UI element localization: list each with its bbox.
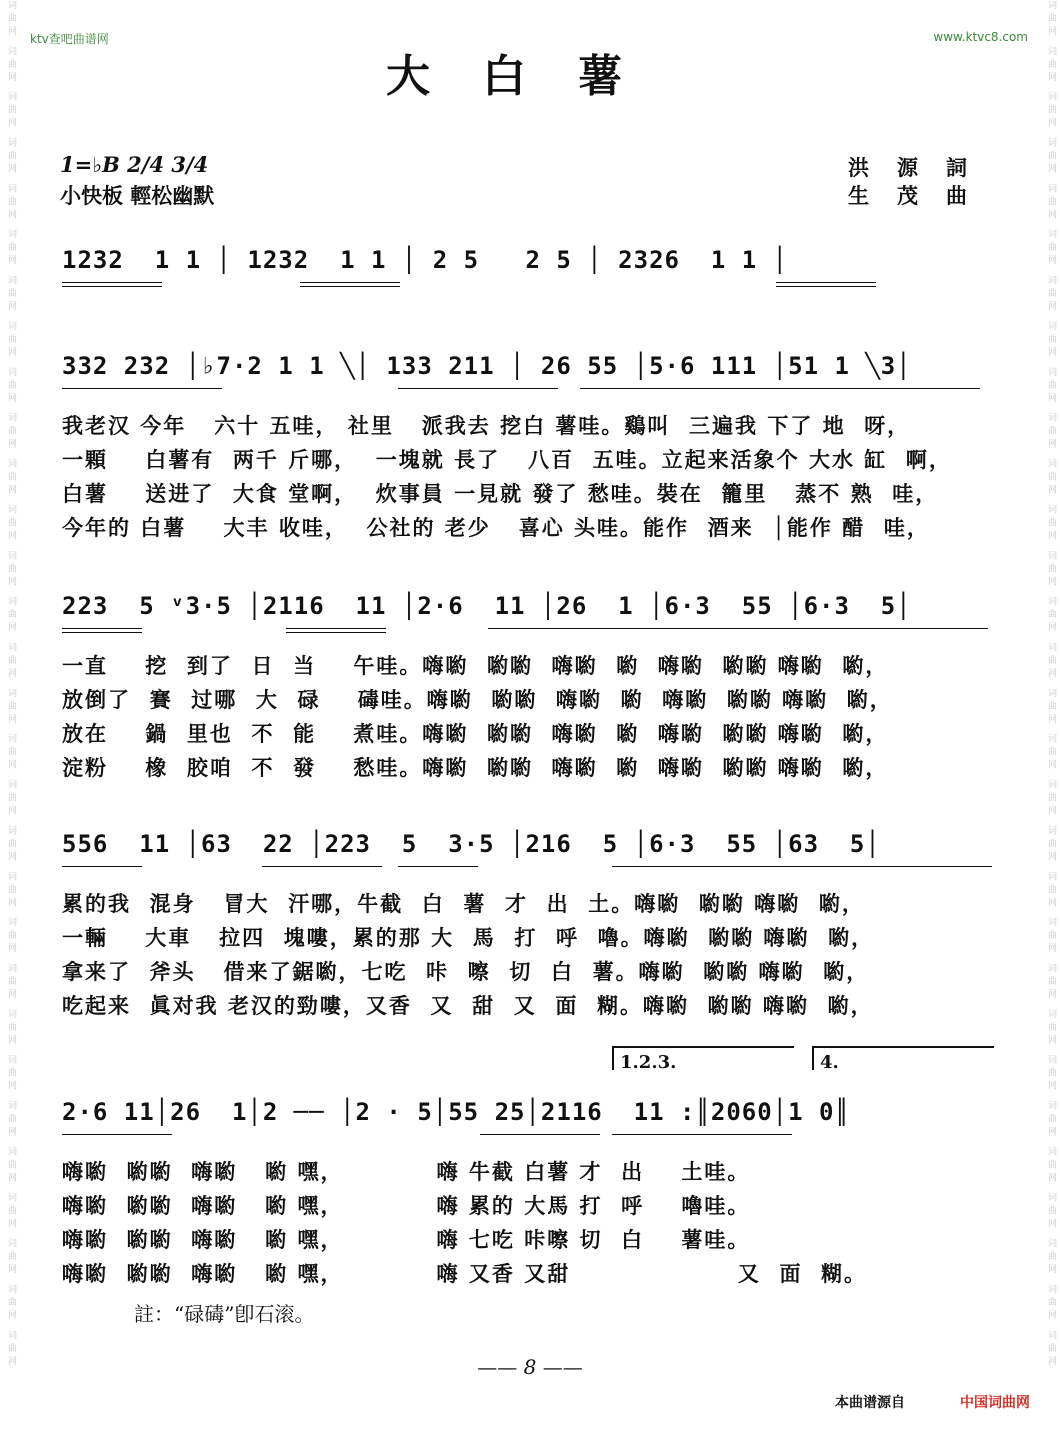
side-watermark-right: 词曲网 词曲网 词曲网 词曲网 词曲网 词曲网 词曲网 词曲网 词曲网 词曲网 词曲网 词曲网 词曲网 词曲网 词曲网 词曲网 词曲网 词曲网 词曲网 词曲网 词曲网 词曲网 词曲网 词曲网 词曲网 词曲网 词曲网 词曲网 词曲网 词曲网 [1046, 0, 1056, 1369]
lyric-row-5-verse-1: 嗨喲 喲喲 嗨喲 喲 嘿， 嗨 牛截 白薯 才 出 土哇。 [62, 1159, 751, 1184]
side-watermark-left: 词曲网 词曲网 词曲网 词曲网 词曲网 词曲网 词曲网 词曲网 词曲网 词曲网 词曲网 词曲网 词曲网 词曲网 词曲网 词曲网 词曲网 词曲网 词曲网 词曲网 词曲网 词曲网 词曲网 词曲网 词曲网 词曲网 词曲网 词曲网 词曲网 词曲网 [6, 0, 16, 1369]
key-signature: 1=♭B 2/4 3/4 [60, 152, 209, 177]
notation-row-2: 332 232 │♭7·2 1 1 ╲│ 133 211 │ 26 55 │5·6 111 │51 1 ╲3│ [62, 352, 912, 380]
volta-first-ending: 1.2.3. [620, 1052, 677, 1073]
lyric-row-2-verse-2: 一顆 白薯有 两千 斤哪， 一塊就 長了 八百 五哇。立起来活象个 大水 缸 啊， [62, 447, 952, 472]
composer-credit: 生茂曲 [848, 183, 995, 208]
lyric-row-3-verse-3: 放在 鍋 里也 不 能 煮哇。嗨喲 喲喲 嗨喲 喲 嗨喲 喲喲 嗨喲 喲， [62, 721, 889, 746]
lyric-row-4-verse-1: 累的我 混身 冒大 汗哪，牛截 白 薯 才 出 土。嗨喲 喲喲 嗨喲 喲， [62, 891, 865, 916]
notation-row-5: 2·6 11│26 1│2 ── │2 · 5│55 25│2116 11 :║2060│1 0║ [62, 1098, 850, 1126]
notation-row-3: 223 5 ᵛ3·5 │2116 11 │2·6 11 │26 1 │6·3 55 │6·3 5│ [62, 592, 912, 620]
song-title: 大白薯 [386, 51, 674, 102]
source-label: 本曲谱源自 [835, 1395, 905, 1411]
tempo-marking: 小快板 輕松幽默 [60, 183, 215, 208]
watermark-left: ktv查吧曲谱网 [30, 32, 109, 46]
footnote: 註：“碌碡”卽石滚。 [134, 1302, 315, 1326]
lyric-row-4-verse-3: 拿来了 斧头 借来了鋸喲，七吃 咔 嚓 切 白 薯。嗨喲 喲喲 嗨喲 喲， [62, 959, 870, 984]
lyric-row-2-verse-3: 白薯 送进了 大食 堂啊， 炊事員 一見就 發了 愁哇。裝在 籠里 蒸不 熟 哇， [62, 481, 939, 506]
lyric-row-5-verse-4: 嗨喲 喲喲 嗨喲 喲 嘿， 嗨 又香 又甜 又 面 糊。 [62, 1261, 868, 1286]
lyric-row-4-verse-2: 一輛 大車 拉四 塊嘍，累的那 大 馬 打 呼 嚕。嗨喲 喲喲 嗨喲 喲， [62, 925, 875, 950]
lyric-row-4-verse-4: 吃起来 眞对我 老汉的勁嘍，又香 又 甜 又 面 糊。嗨喲 喲喲 嗨喲 喲， [62, 993, 874, 1018]
lyric-row-3-verse-1: 一直 挖 到了 日 当 午哇。嗨喲 喲喲 嗨喲 喲 嗨喲 喲喲 嗨喲 喲， [62, 653, 889, 678]
lyric-row-3-verse-2: 放倒了 賽 过哪 大 碌 碡哇。嗨喲 喲喲 嗨喲 喲 嗨喲 喲喲 嗨喲 喲， [62, 687, 893, 712]
lyric-row-5-verse-2: 嗨喲 喲喲 嗨喲 喲 嘿， 嗨 累的 大馬 打 呼 嚕哇。 [62, 1193, 751, 1218]
page-number: —— 8 —— [477, 1355, 583, 1379]
notation-row-1: 1232 1 1 │ 1232 1 1 │ 2 5 2 5 │ 2326 1 1 │ [62, 246, 789, 274]
lyric-row-2-verse-1: 我老汉 今年 六十 五哇， 社里 派我去 挖白 薯哇。鷄叫 三遍我 下了 地 呀， [62, 413, 911, 438]
watermark-right[interactable]: www.ktvc8.com [933, 30, 1028, 44]
lyric-row-2-verse-4: 今年的 白薯 大丰 收哇， 公社的 老少 喜心 头哇。能作 酒来 │能作 醋 哇， [62, 515, 930, 540]
lyric-row-5-verse-3: 嗨喲 喲喲 嗨喲 喲 嘿， 嗨 七吃 咔嚓 切 白 薯哇。 [62, 1227, 751, 1252]
lyricist-credit: 洪源詞 [848, 155, 995, 180]
source-site-link[interactable]: 中国词曲网 [960, 1395, 1030, 1411]
lyric-row-3-verse-4: 淀粉 橡 胶咱 不 發 愁哇。嗨喲 喲喲 嗨喲 喲 嗨喲 喲喲 嗨喲 喲， [62, 755, 889, 780]
volta-second-ending: 4. [820, 1052, 839, 1073]
notation-row-4: 556 11 │63 22 │223 5 3·5 │216 5 │6·3 55 │63 5│ [62, 830, 881, 858]
